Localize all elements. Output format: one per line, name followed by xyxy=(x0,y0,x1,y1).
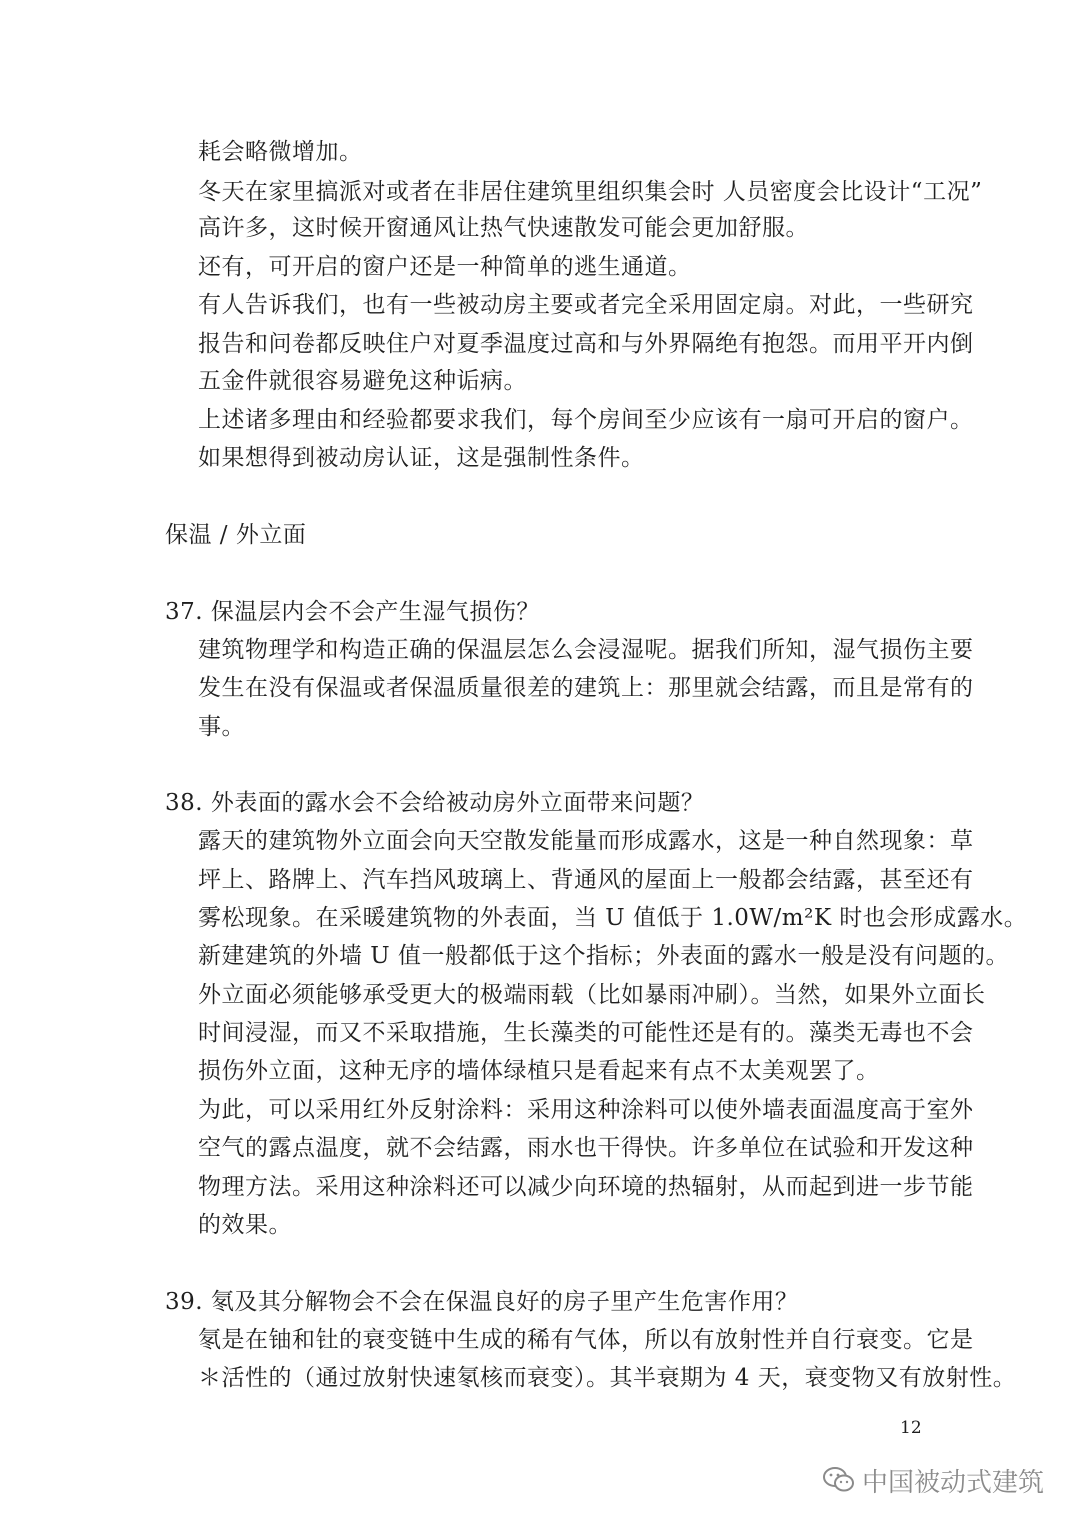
answer-line: 物理方法。采用这种涂料还可以减少向环境的热辐射，从而起到进一步节能 xyxy=(198,1174,974,1200)
paragraph-line: 还有，可开启的窗户还是一种简单的逃生通道。 xyxy=(198,254,692,280)
answer-line: 建筑物理学和构造正确的保温层怎么会浸湿呢。据我们所知，湿气损伤主要 xyxy=(198,637,974,663)
answer-line: 坪上、路牌上、汽车挡风玻璃上、背通风的屋面上一般都会结露，甚至还有 xyxy=(198,867,974,893)
paragraph-line: 高许多，这时候开窗通风让热气快速散发可能会更加舒服。 xyxy=(198,215,809,241)
section-title: 保温 / 外立面 xyxy=(165,522,307,548)
answer-line: 外立面必须能够承受更大的极端雨载（比如暴雨冲刷）。当然，如果外立面长 xyxy=(198,982,986,1008)
paragraph-line: 上述诸多理由和经验都要求我们，每个房间至少应该有一扇可开启的窗户。 xyxy=(198,407,974,433)
question-38-title: 38. 外表面的露水会不会给被动房外立面带来问题？ xyxy=(165,790,705,816)
answer-line: 时间浸湿，而又不采取措施，生长藻类的可能性还是有的。藻类无毒也不会 xyxy=(198,1020,974,1046)
answer-line: 空气的露点温度，就不会结露，雨水也干得快。许多单位在试验和开发这种 xyxy=(198,1135,974,1161)
answer-line: 损伤外立面，这种无序的墙体绿植只是看起来有点不太美观罢了。 xyxy=(198,1058,880,1084)
watermark-text: 中国被动式建筑 xyxy=(862,1467,1045,1498)
question-37-title: 37. 保温层内会不会产生湿气损伤？ xyxy=(165,599,540,625)
answer-line: 氡是在铀和钍的衰变链中生成的稀有气体，所以有放射性并自行衰变。它是 xyxy=(198,1327,974,1353)
question-39-title: 39. 氡及其分解物会不会在保温良好的房子里产生危害作用？ xyxy=(165,1289,799,1315)
answer-line: 发生在没有保温或者保温质量很差的建筑上：那里就会结露，而且是常有的 xyxy=(198,675,974,701)
answer-line: 的效果。 xyxy=(198,1212,292,1238)
paragraph-line: 五金件就很容易避免这种诟病。 xyxy=(198,368,527,394)
paragraph-line: 冬天在家里搞派对或者在非居住建筑里组织集会时 人员密度会比设计“工况” xyxy=(198,179,983,205)
answer-line: 为此，可以采用红外反射涂料：采用这种涂料可以使外墙表面温度高于室外 xyxy=(198,1097,974,1123)
wechat-icon xyxy=(822,1465,856,1495)
paragraph-line: 耗会略微增加。 xyxy=(198,139,363,165)
page-number: 12 xyxy=(900,1418,922,1438)
answer-line: 新建建筑的外墙 U 值一般都低于这个指标；外表面的露水一般是没有问题的。 xyxy=(198,943,1010,969)
paragraph-line: 报告和问卷都反映住户对夏季温度过高和与外界隔绝有抱怨。而用平开内倒 xyxy=(198,331,974,357)
answer-line: 雾松现象。在采暖建筑物的外表面，当 U 值低于 1.0W/m²K 时也会形成露水。 xyxy=(198,905,1028,931)
watermark xyxy=(822,1463,1044,1497)
answer-line: ＊活性的（通过放射快速氡核而衰变）。其半衰期为 4 天，衰变物又有放射性。 xyxy=(198,1365,1017,1391)
answer-line: 露天的建筑物外立面会向天空散发能量而形成露水，这是一种自然现象：草 xyxy=(198,828,974,854)
paragraph-line: 如果想得到被动房认证，这是强制性条件。 xyxy=(198,445,645,471)
answer-line: 事。 xyxy=(198,714,245,740)
paragraph-line: 有人告诉我们，也有一些被动房主要或者完全采用固定扇。对此，一些研究 xyxy=(198,292,974,318)
